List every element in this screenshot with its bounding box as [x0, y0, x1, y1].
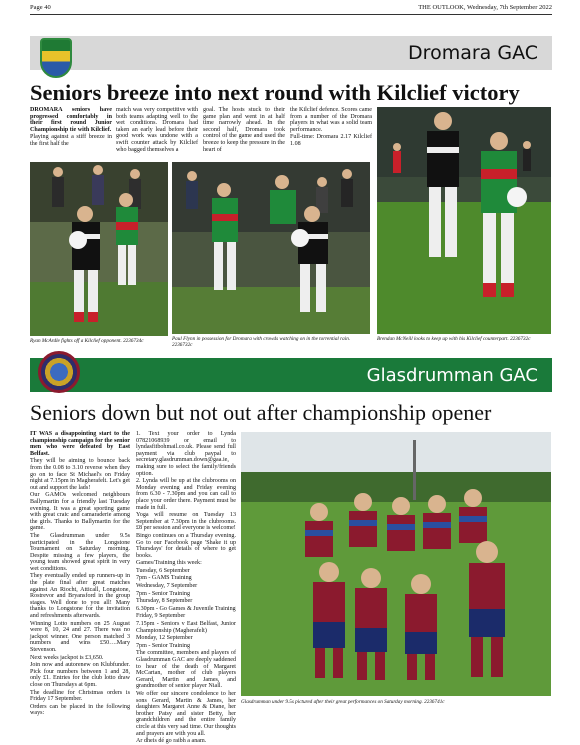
story1-paragraph: Playing against a stiff breeze in the first half the	[30, 134, 112, 147]
schedule-line: Monday, 12 September	[136, 635, 193, 642]
story2-paragraph: The committee, members and players of Glasdrumman GAC are deeply saddened to hear of the death of Margaret McCartan, mother of club players Gerard, Martin and James, and grandmother of senior player Niall.	[136, 650, 236, 690]
story2-paragraph: Our GAMOs welcomed neighbours Ballymartin for a friendly last Tuesday evening. It was a great sporting game with great craic and camaraderie among the girls. Thanks to Ballymartin for the game.	[30, 492, 130, 532]
story2-paragraph: Ar dheis dé go raibh a anam.	[136, 738, 207, 745]
story1-photo-3	[377, 107, 551, 334]
story2-paragraph: They will be aiming to bounce back from the 0.08 to 3.10 reverse when they go on to face St Michael's on Friday night at 7.15pm in Magherafelt. Let's get out and support the lads!	[30, 458, 130, 491]
story2-lead: IT WAS a disappointing start to the championship campaign for the senior men who were defeated by East Belfast.	[30, 431, 130, 457]
story2-paragraph: Orders can be placed in the following ways:	[30, 703, 130, 717]
glasdrumman-section-title: Glasdrumman GAC	[366, 364, 538, 386]
story2-team-photo	[241, 432, 551, 696]
story1-photo-2-caption: Paul Flynn in possession for Dromara with crowds watching on in the torrential rain. 2236732c	[172, 336, 351, 348]
story2-paragraph: Yoga will resume on Tuesday 13 September at 7.30pm in the clubrooms. £8 per session and everyone is welcome!	[136, 512, 236, 532]
glasdrumman-crest-icon	[38, 351, 80, 393]
masthead-date: THE OUTLOOK, Wednesday, 7th September 2022	[418, 4, 552, 11]
story1-photo-1-caption: Ryan McArdle fights off a Kilclief opponent. 2236734c	[30, 338, 144, 344]
story1-headline: Seniors breeze into next round with Kilclief victory	[30, 80, 520, 105]
story2-paragraph: 2. Lynda will be up at the clubrooms on Monday evening and Friday evening from 6.30 - 7.30pm and you can call to place your order there. Payment must be made in full.	[136, 478, 236, 511]
story1-column-3: goal. The hosts stuck to their game plan and went in at half time narrowly ahead. In the second half, Dromara took control of the game and used the breeze to keep the pressure in the heart of	[203, 107, 285, 153]
schedule-line: 6.30pm - Go Games & Juvenile Training	[136, 605, 236, 612]
story1-column-4	[290, 107, 372, 161]
story2-paragraph: We offer our sincere condolence to her sons Gerard, Martin & James, her daughters Margaret Anne & Diane, her brother Patsy and sister Betty, her grandchildren and the entire family circle at this very sad time. Our thoughts and prayers are with you all.	[136, 690, 236, 737]
story1-paragraph: the Kilclief defence. Scores came from a number of the Dromara players in what was a solid team performance.	[290, 107, 372, 133]
story2-headline: Seniors down but not out after championship opener	[30, 400, 492, 425]
dromara-section-banner	[30, 36, 552, 70]
story2-paragraph: The deadline for Christmas orders is Friday 17 September.	[30, 689, 130, 703]
schedule-line: 7.15pm - Seniors v East Belfast, Junior Championship (Magherafelt)	[136, 621, 236, 634]
story2-paragraph: 1. Text your order to Lynda 07821068939 or email to lyndasfitbohmail.co.uk. Please send full payment via club paypal to secretary.glasdrumman.down@gaa.ie, making sure to select the family/friends option.	[136, 431, 236, 477]
story1-photo-1	[30, 162, 168, 336]
story2-paragraph: Join now and autorenew on Klubfunder. Pick four numbers between 1 and 28, only £1. Entries for the club lotto draw close on Thursdays at 6pm.	[30, 662, 130, 688]
glasdrumman-section-banner	[30, 358, 552, 392]
story2-paragraph: Next weeks jackpot is £3,650.	[30, 654, 104, 661]
story2-paragraph: Bingo continues on a Thursday evening. Go to our Facebook page 'Shake it up Thursdays' for details of where to get books.	[136, 532, 236, 559]
story1-lead: DROMARA seniors have progressed comfortably in their first round Junior Championship tie with Kilclief.	[30, 107, 112, 133]
story2-column-2	[136, 431, 236, 745]
top-rule	[30, 14, 552, 15]
story1-photo-2	[172, 162, 370, 334]
schedule-line: Friday, 9 September	[136, 613, 186, 620]
schedule-line: Tuesday, 6 September	[136, 567, 190, 574]
story2-paragraph: They eventually ended up runners-up in the plate final after great matches against An Riocht, Atticall, Longstone, Rostrevor and Bryansford in the group stages. Well done to you all! Many thanks to Longstone for the invitation and refreshments afterwards.	[30, 573, 130, 620]
story1-column-1	[30, 107, 112, 161]
schedule-line: 7pm - GAMS Training	[136, 575, 192, 582]
schedule-line: Thursday, 8 September	[136, 598, 193, 605]
story2-team-photo-caption: Glasdrumman under 9.5s pictured after their great performances on Saturday morning. 2236741c	[241, 699, 445, 705]
schedule-line: Wednesday, 7 September	[136, 583, 198, 590]
schedule-line: 7pm - Senior Training	[136, 590, 191, 597]
story1-column-2: match was very competitive with both teams adapting well to the wet conditions. Dromara had taken an early lead before their good work was undone with a swift counter attack by Kilclief who bagged themselves a	[116, 107, 198, 153]
story2-column-1	[30, 431, 130, 731]
schedule-heading: Games/Training this week:	[136, 560, 202, 567]
story2-paragraph: The Glasdrumman under 9.5s participated in the Longstone Tournament on Saturday morning. Despite missing a few players, the young team showed great spirit in very wet conditions.	[30, 532, 130, 572]
story1-photo-3-caption: Brendan McNeill looks to keep up with his Kilclief counterpart. 2236732c	[377, 336, 531, 342]
dromara-section-title: Dromara GAC	[408, 42, 538, 64]
story1-result: Full-time: Dromara 2.17 Kilclief 1.08	[290, 134, 372, 147]
dromara-crest-icon	[40, 38, 72, 78]
schedule-line: 7pm - Senior Training	[136, 642, 191, 649]
story2-paragraph: Winning Lotto numbers on 25 August were 8, 10, 24 and 27. There was no jackpot winner. One person matched 3 numbers and wins £50….Mary Stevenson.	[30, 620, 130, 653]
page-number: Page 40	[30, 4, 51, 11]
